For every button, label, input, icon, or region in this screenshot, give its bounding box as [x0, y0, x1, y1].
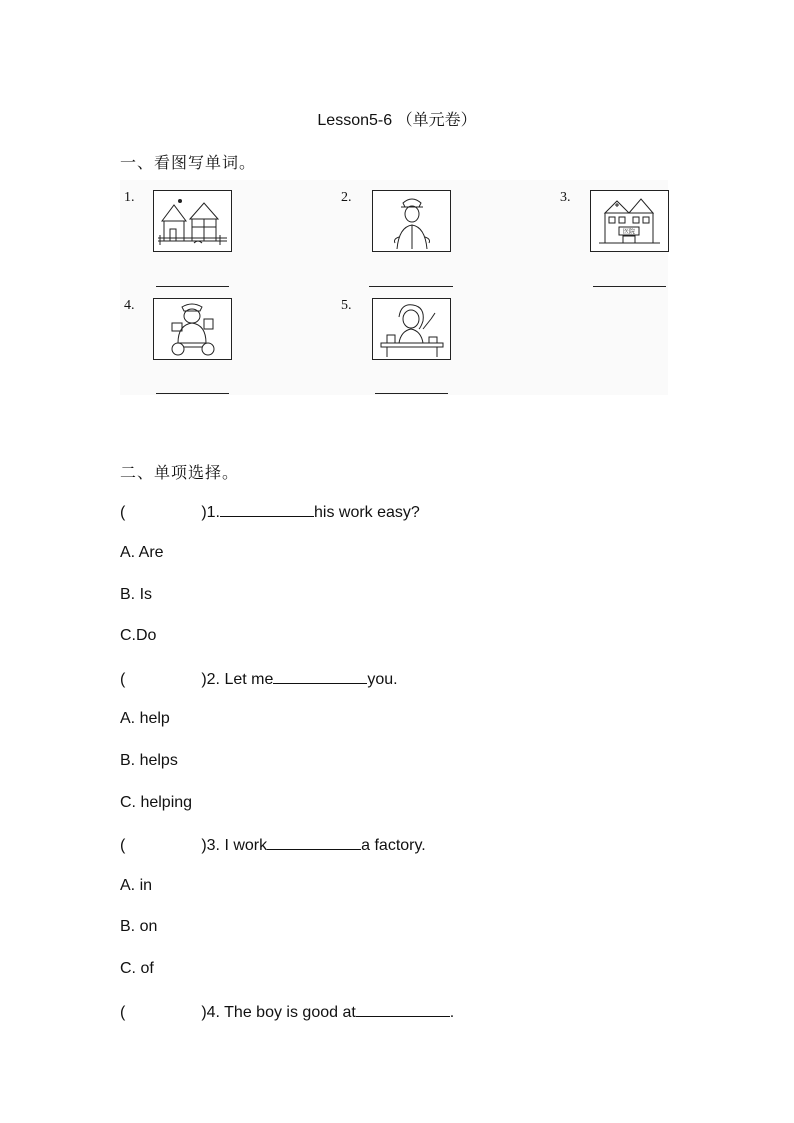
paren-open: (	[120, 504, 126, 521]
item-number: 4.	[124, 298, 135, 313]
question-prefix: )4. The boy is good at	[201, 1004, 356, 1021]
option: B. Is	[120, 586, 153, 603]
section1-heading: 一、看图写单词。	[120, 155, 257, 172]
question-2	[120, 669, 398, 689]
question-4	[120, 1002, 454, 1022]
answer-blank[interactable]	[375, 393, 448, 394]
question-suffix: you.	[367, 671, 398, 688]
fill-blank[interactable]	[267, 835, 361, 850]
option: B. helps	[120, 752, 178, 769]
question-suffix: .	[449, 1004, 455, 1021]
option: C. of	[120, 960, 154, 977]
answer-blank[interactable]	[369, 286, 453, 287]
hospital-picture	[590, 190, 669, 252]
option: C.Do	[120, 627, 157, 644]
question-1	[120, 502, 420, 522]
paren-open: (	[120, 1004, 126, 1021]
question-prefix: )2. Let me	[201, 671, 274, 688]
teacher-picture	[372, 298, 451, 360]
item-number: 5.	[341, 298, 352, 313]
question-prefix: )3. I work	[201, 837, 268, 854]
paren-open: (	[120, 671, 126, 688]
postman-picture	[153, 298, 232, 360]
option: B. on	[120, 918, 158, 935]
fill-blank[interactable]	[356, 1002, 450, 1017]
section2-heading: 二、单项选择。	[120, 465, 240, 482]
option: A. help	[120, 710, 170, 727]
option: A. in	[120, 877, 153, 894]
page-title: Lesson5-6 （单元卷）	[317, 112, 477, 129]
item-number: 1.	[124, 190, 135, 205]
paren-open: (	[120, 837, 126, 854]
fill-blank[interactable]	[220, 502, 314, 517]
option: C. helping	[120, 794, 193, 811]
question-3	[120, 835, 426, 855]
option: A. Are	[120, 544, 164, 561]
question-suffix: his work easy?	[314, 504, 420, 521]
question-suffix: a factory.	[361, 837, 426, 854]
fill-blank[interactable]	[273, 669, 367, 684]
item-number: 3.	[560, 190, 571, 205]
answer-blank[interactable]	[156, 393, 229, 394]
police-officer-picture	[372, 190, 451, 252]
hospital-sign: 医院	[622, 228, 636, 236]
answer-blank[interactable]	[156, 286, 229, 287]
question-prefix: )1.	[201, 504, 220, 521]
answer-blank[interactable]	[593, 286, 666, 287]
farm-picture	[153, 190, 232, 252]
item-number: 2.	[341, 190, 352, 205]
